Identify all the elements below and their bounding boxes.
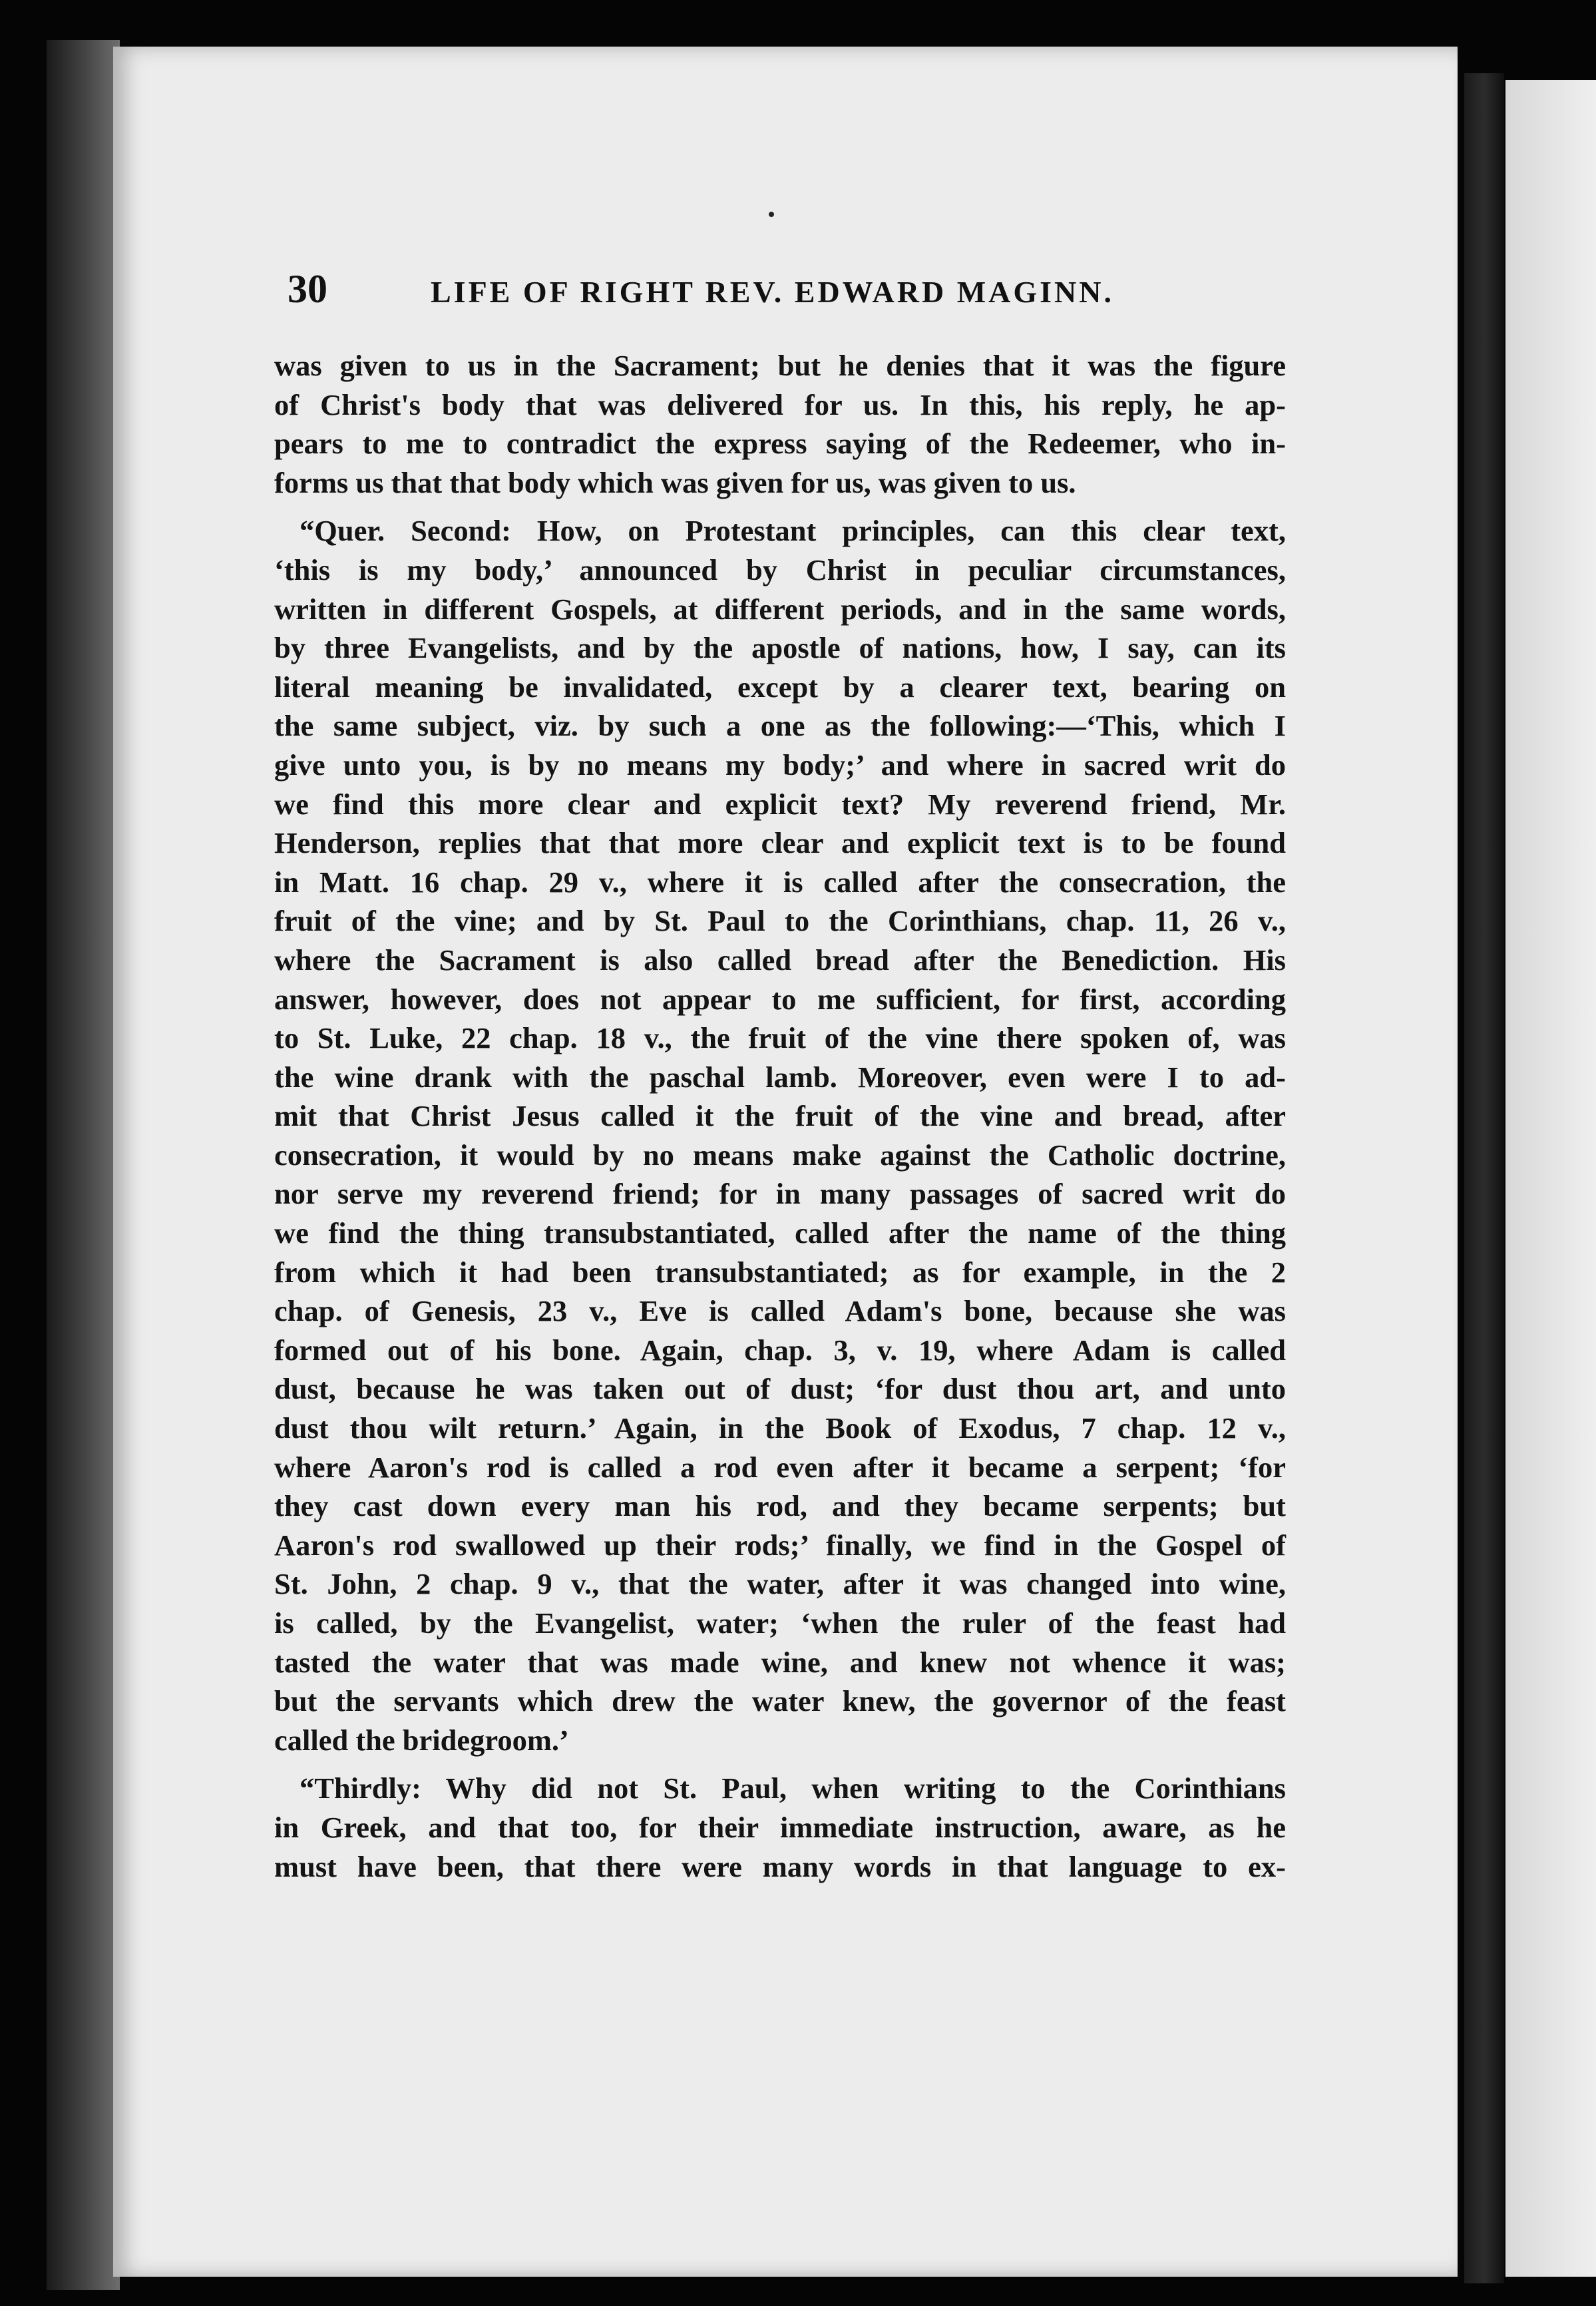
text-line: tasted the water that was made wine, and knew not whence it was; — [274, 1645, 1286, 1679]
book-binding-edge — [47, 40, 120, 2290]
page-header — [288, 266, 1159, 326]
page-number: 30 — [288, 267, 327, 311]
text-line: in Matt. 16 chap. 29 v., where it is called after the consecration, the — [274, 865, 1286, 899]
facing-page-edge — [1505, 80, 1596, 2277]
text-line: St. John, 2 chap. 9 v., that the water, after it was changed into wine, — [274, 1567, 1286, 1601]
text-line: formed out of his bone. Again, chap. 3, v. 19, where Adam is called — [274, 1333, 1286, 1367]
paragraph — [274, 511, 1286, 1759]
text-line: fruit of the vine; and by St. Paul to the Corinthians, chap. 11, 26 v., — [274, 904, 1286, 938]
paragraph-gap — [274, 502, 1286, 511]
text-line: nor serve my reverend friend; for in many passages of sacred writ do — [274, 1177, 1286, 1211]
text-line: they cast down every man his rod, and they became serpents; but — [274, 1489, 1286, 1523]
text-line: must have been, that there were many words in that language to ex- — [274, 1849, 1286, 1883]
body-text — [274, 346, 1286, 1886]
text-line: Henderson, replies that that more clear and explicit text is to be found — [274, 826, 1286, 860]
text-line: of Christ's body that was delivered for us. In this, his reply, he ap- — [274, 387, 1286, 421]
text-line: give unto you, is by no means my body;’ and where in sacred writ do — [274, 748, 1286, 782]
text-line: dust, because he was taken out of dust; ‘for dust thou art, and unto — [274, 1372, 1286, 1406]
text-line: to St. Luke, 22 chap. 18 v., the fruit of the vine there spoken of, was — [274, 1021, 1286, 1055]
text-line: pears to me to contradict the express saying of the Redeemer, who in- — [274, 427, 1286, 461]
running-title: LIFE OF RIGHT REV. EDWARD MAGINN. — [431, 275, 1114, 309]
text-line: literal meaning be invalidated, except by a clearer text, bearing on — [274, 670, 1286, 704]
text-line: by three Evangelists, and by the apostle of nations, how, I say, can its — [274, 631, 1286, 665]
text-line: the same subject, viz. by such a one as the following:—‘This, which I — [274, 709, 1286, 743]
page-gutter-shadow — [1464, 73, 1504, 2283]
text-line: “Thirdly: Why did not St. Paul, when writing to the Corinthians — [299, 1771, 1286, 1805]
text-line: chap. of Genesis, 23 v., Eve is called Adam's bone, because she was — [274, 1294, 1286, 1328]
text-line: ‘this is my body,’ announced by Christ in peculiar circumstances, — [274, 553, 1286, 586]
text-line: the wine drank with the paschal lamb. Moreover, even were I to ad- — [274, 1060, 1286, 1094]
paragraph — [274, 1769, 1286, 1886]
text-line: from which it had been transubstantiated; as for example, in the 2 — [274, 1255, 1286, 1289]
text-line: was given to us in the Sacrament; but he denies that it was the figure — [274, 349, 1286, 382]
paragraph — [274, 346, 1286, 502]
paragraph-gap — [274, 1759, 1286, 1769]
stray-ink-mark — [769, 212, 774, 217]
text-line: “Quer. Second: How, on Protestant principles, can this clear text, — [299, 514, 1286, 548]
text-line: answer, however, does not appear to me sufficient, for first, according — [274, 982, 1286, 1016]
text-line: consecration, it would by no means make against the Catholic doctrine, — [274, 1138, 1286, 1172]
text-line: where Aaron's rod is called a rod even after it became a serpent; ‘for — [274, 1450, 1286, 1484]
text-line: mit that Christ Jesus called it the fruit of the vine and bread, after — [274, 1099, 1286, 1133]
text-line: but the servants which drew the water knew, the governor of the feast — [274, 1684, 1286, 1718]
text-line: where the Sacrament is also called bread after the Benediction. His — [274, 943, 1286, 977]
text-line: dust thou wilt return.’ Again, in the Book of Exodus, 7 chap. 12 v., — [274, 1411, 1286, 1445]
text-line: we find this more clear and explicit text? My reverend friend, Mr. — [274, 787, 1286, 821]
text-line: Aaron's rod swallowed up their rods;’ finally, we find in the Gospel of — [274, 1528, 1286, 1562]
text-line: written in different Gospels, at different periods, and in the same words, — [274, 592, 1286, 626]
text-line: called the bridegroom.’ — [274, 1723, 569, 1757]
text-line: forms us that that body which was given for us, was given to us. — [274, 465, 1076, 499]
text-line: we find the thing transubstantiated, called after the name of the thing — [274, 1216, 1286, 1250]
text-line: in Greek, and that too, for their immediate instruction, aware, as he — [274, 1810, 1286, 1844]
text-line: is called, by the Evangelist, water; ‘when the ruler of the feast had — [274, 1606, 1286, 1640]
